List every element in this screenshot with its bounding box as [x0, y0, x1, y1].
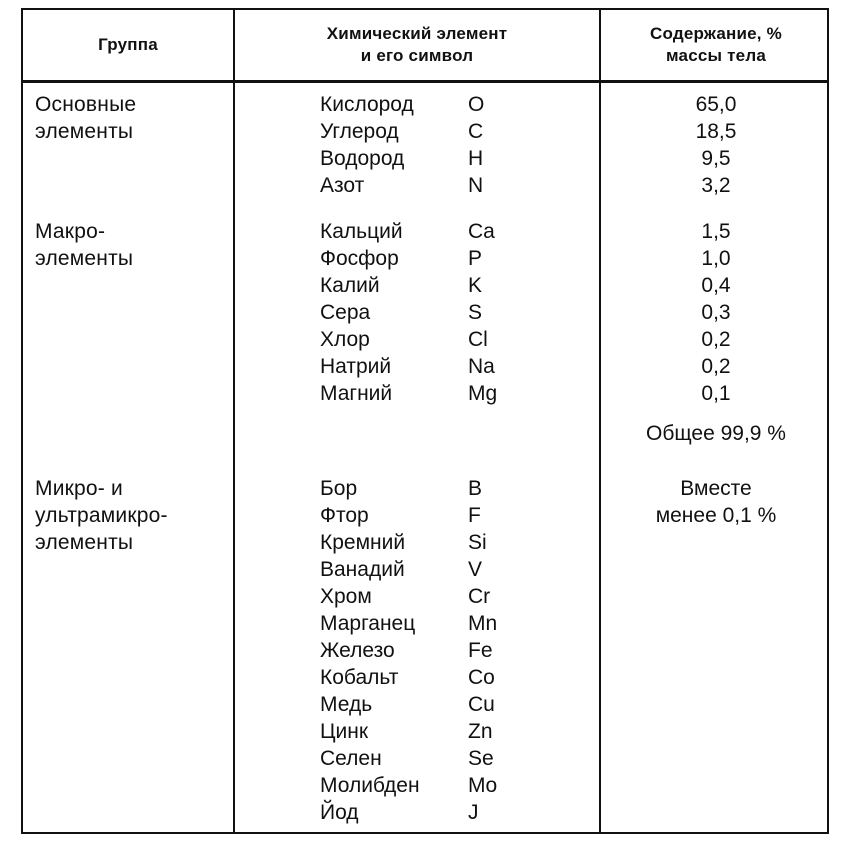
- element-value: 1,0: [701, 247, 731, 270]
- element-name: Фтор: [320, 504, 369, 527]
- element-name: Молибден: [320, 774, 420, 797]
- element-value: 0,1: [701, 382, 731, 405]
- element-value: 18,5: [695, 120, 737, 143]
- group-label-line: ультрамикро-: [35, 504, 168, 527]
- element-value: 9,5: [701, 147, 731, 170]
- element-symbol: P: [468, 247, 483, 270]
- element-name: Медь: [320, 693, 373, 716]
- header-content-line1: Содержание, %: [650, 24, 782, 43]
- element-symbol: F: [468, 504, 481, 527]
- element-symbol: Na: [468, 355, 495, 378]
- element-value: 1,5: [701, 220, 731, 243]
- group-label-line: Микро- и: [35, 477, 123, 500]
- element-symbol: Si: [468, 531, 487, 554]
- element-name: Углерод: [320, 120, 399, 143]
- element-symbol: S: [468, 301, 483, 324]
- header-group-label: Группа: [98, 35, 158, 54]
- element-symbol: K: [468, 274, 483, 297]
- element-name: Сера: [320, 301, 371, 324]
- element-name: Натрий: [320, 355, 392, 378]
- element-symbol: Ca: [468, 220, 495, 243]
- group-label-line: элементы: [35, 120, 134, 143]
- element-symbol: Mn: [468, 612, 498, 635]
- header-group: [23, 10, 233, 80]
- element-symbol: Mo: [468, 774, 498, 797]
- element-symbol: Zn: [468, 720, 493, 743]
- element-name: Кислород: [320, 93, 414, 116]
- element-name: Марганец: [320, 612, 416, 635]
- micro-combined-value: [601, 475, 831, 529]
- element-value: 65,0: [695, 93, 737, 116]
- group-label-macro: [35, 218, 133, 272]
- element-value: 3,2: [701, 174, 731, 197]
- header-element-line1: Химический элемент: [326, 24, 508, 43]
- element-symbol: N: [468, 174, 484, 197]
- header-element-line2: и его символ: [360, 46, 474, 65]
- group-label-line: элементы: [35, 247, 134, 270]
- element-symbol: B: [468, 477, 483, 500]
- element-symbol: Cl: [468, 328, 488, 351]
- micro-combined-line: менее 0,1 %: [655, 504, 777, 527]
- element-name: Азот: [320, 174, 365, 197]
- element-value: 0,2: [701, 355, 731, 378]
- macro-total: Общее 99,9 %: [646, 422, 786, 445]
- column-divider: [233, 10, 235, 832]
- element-symbol: C: [468, 120, 484, 143]
- element-symbol: Cu: [468, 693, 495, 716]
- element-value: 0,3: [701, 301, 731, 324]
- element-name: Фосфор: [320, 247, 399, 270]
- element-name: Кальций: [320, 220, 403, 243]
- element-name: Йод: [320, 801, 359, 824]
- element-value: 0,2: [701, 328, 731, 351]
- header-content: [601, 10, 831, 80]
- header-element: [235, 10, 599, 80]
- element-name: Хлор: [320, 328, 370, 351]
- element-name: Водород: [320, 147, 405, 170]
- element-name: Железо: [320, 639, 395, 662]
- header-divider: [23, 80, 827, 83]
- composition-table: [21, 8, 829, 834]
- element-symbol: J: [468, 801, 479, 824]
- micro-combined-line: Вместе: [680, 477, 752, 500]
- element-symbol: Cr: [468, 585, 491, 608]
- element-name: Магний: [320, 382, 393, 405]
- element-value: 0,4: [701, 274, 731, 297]
- element-symbol: Se: [468, 747, 494, 770]
- element-symbol: Co: [468, 666, 495, 689]
- element-name: Калий: [320, 274, 380, 297]
- element-name: Кремний: [320, 531, 406, 554]
- group-label-line: Основные: [35, 93, 137, 116]
- element-name: Цинк: [320, 720, 369, 743]
- element-symbol: V: [468, 558, 483, 581]
- element-symbol: H: [468, 147, 484, 170]
- element-name: Ванадий: [320, 558, 405, 581]
- element-name: Хром: [320, 585, 372, 608]
- group-label-line: элементы: [35, 531, 134, 554]
- header-content-line2: массы тела: [666, 46, 766, 65]
- element-symbol: Mg: [468, 382, 498, 405]
- group-label-micro: [35, 475, 168, 556]
- element-name: Кобальт: [320, 666, 399, 689]
- element-name: Бор: [320, 477, 358, 500]
- element-symbol: O: [468, 93, 485, 116]
- group-label-line: Макро-: [35, 220, 106, 243]
- element-name: Селен: [320, 747, 382, 770]
- group-label-main: [35, 91, 136, 145]
- element-symbol: Fe: [468, 639, 493, 662]
